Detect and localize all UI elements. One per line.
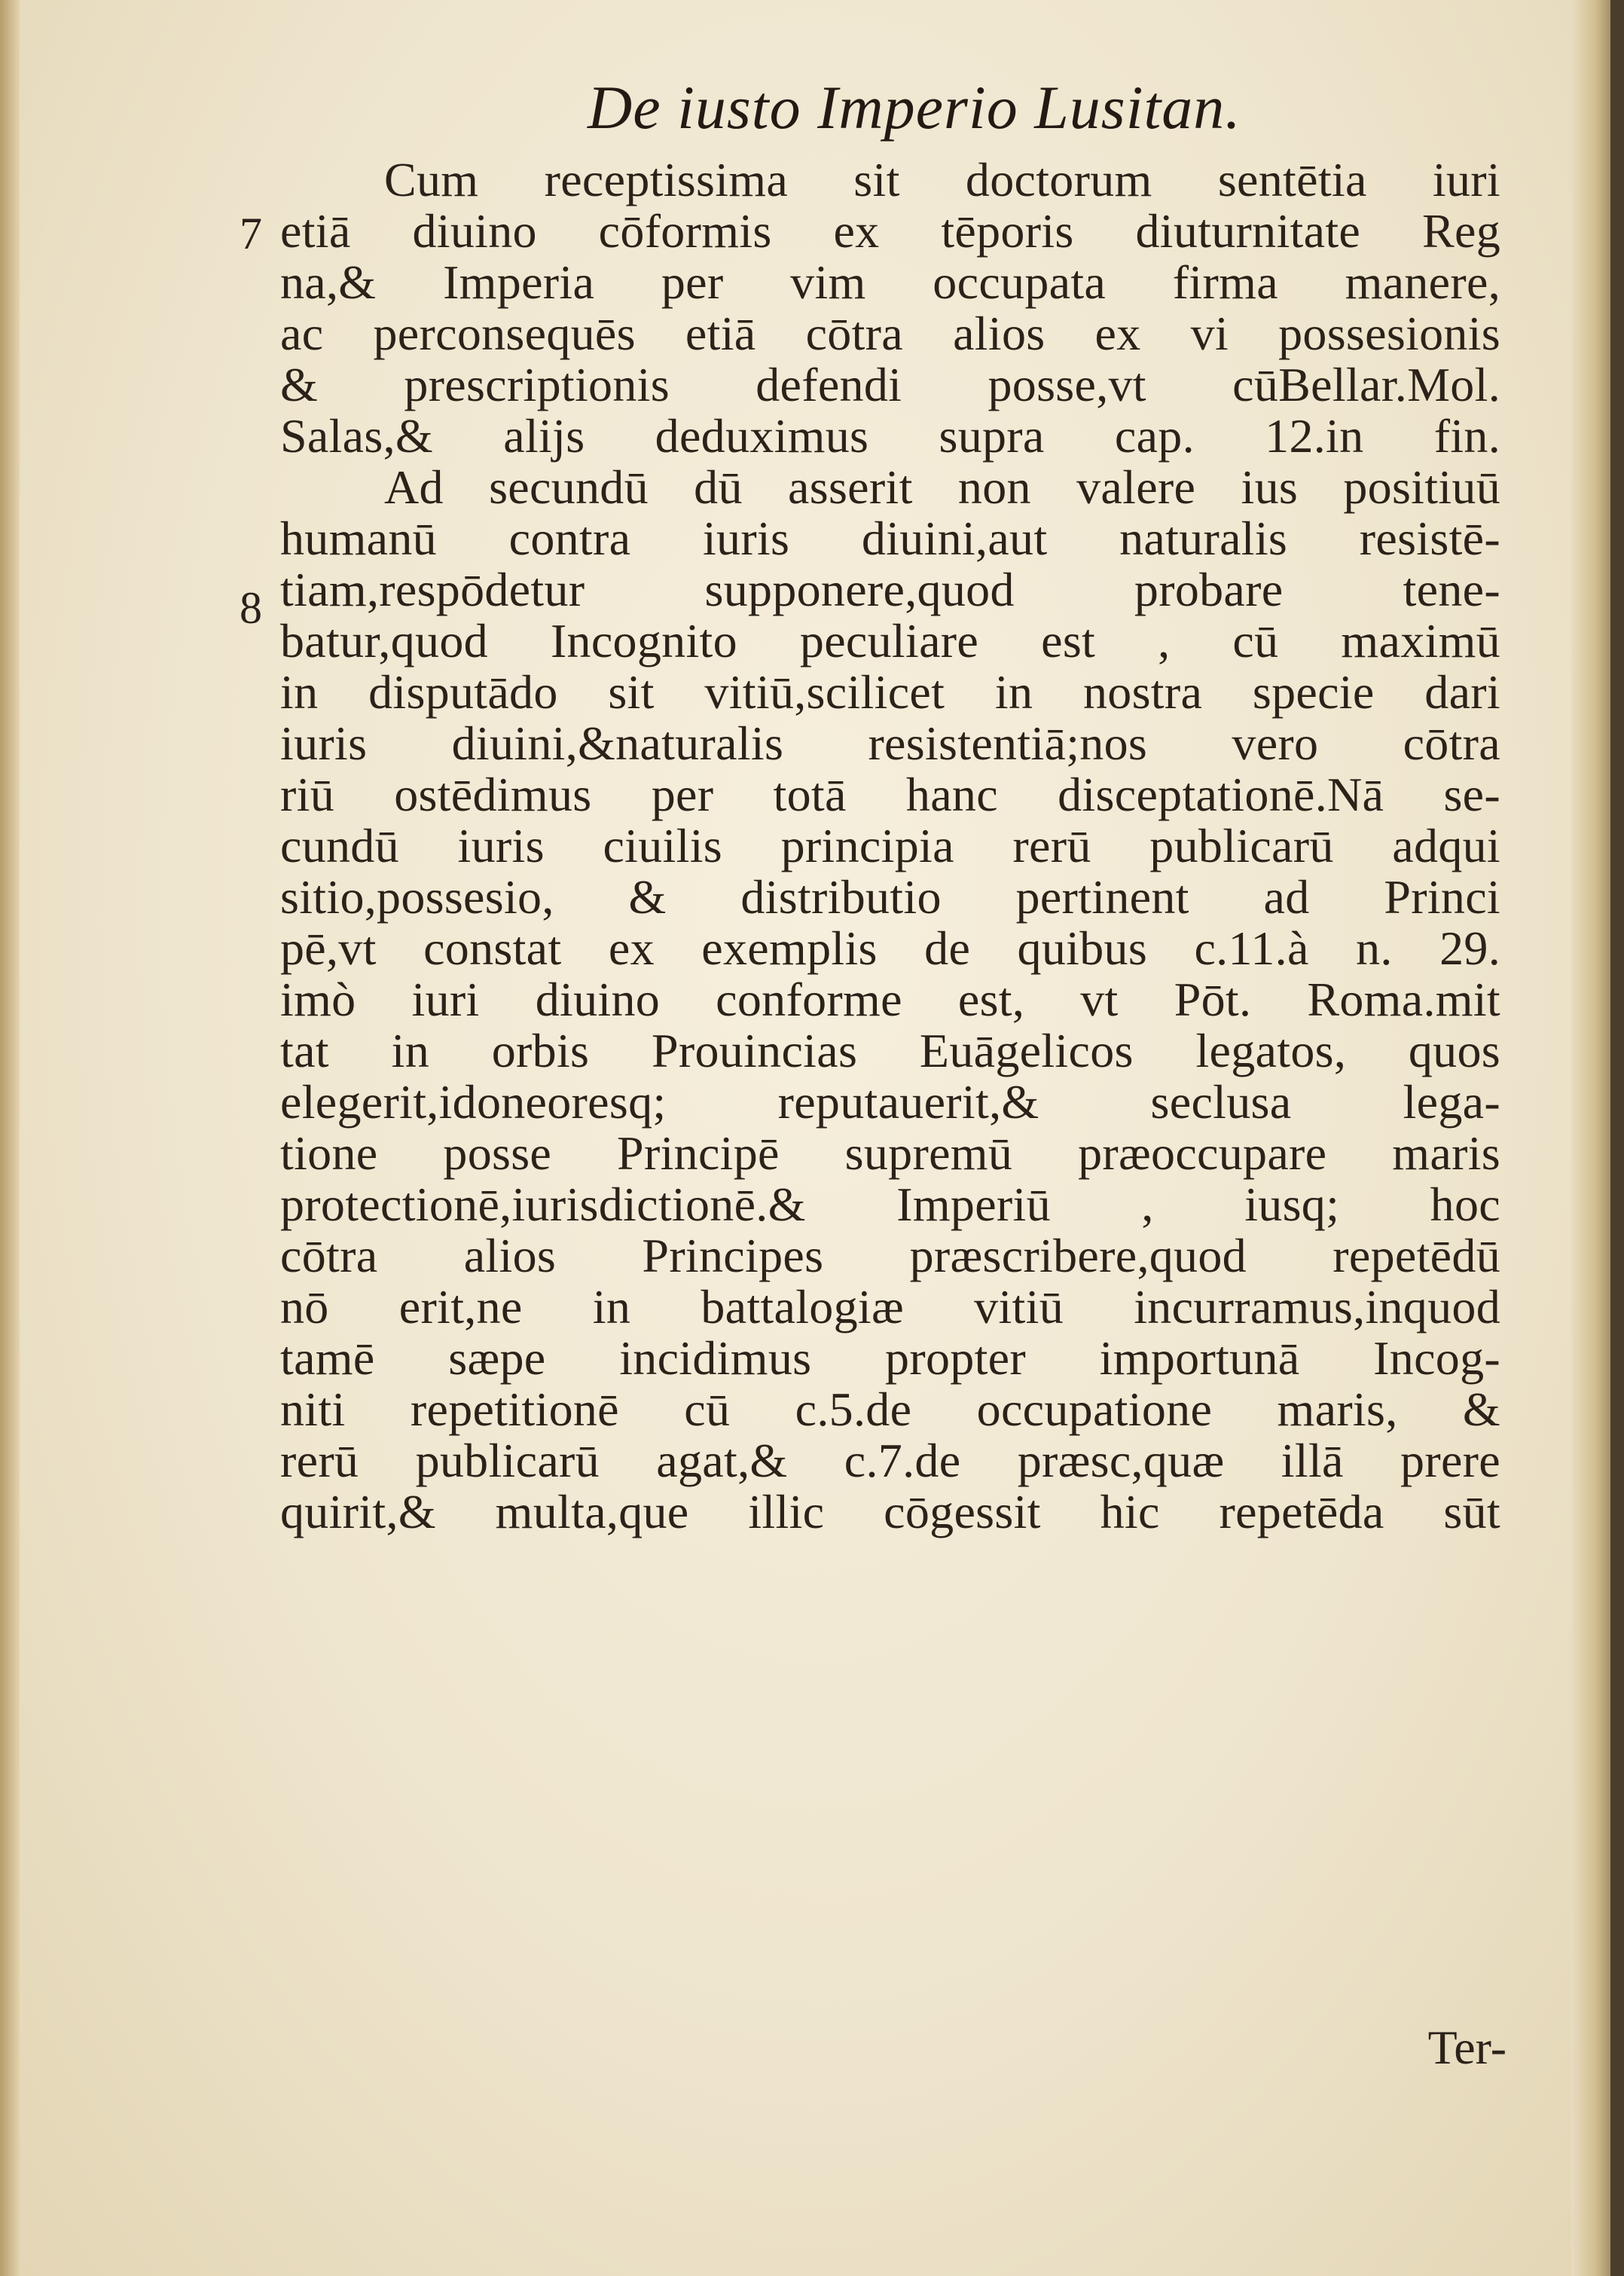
text-line: iuris diuini,&naturalis resistentiā;nos vero cōtra [280,716,1500,770]
text-line: ac perconsequēs etiā cōtra alios ex vi possesionis [280,307,1500,360]
text-line: Salas,& alijs deduximus supra cap. 12.in fin. [280,409,1500,463]
text-line: quirit,& multa,que illic cōgessit hic repetēda sūt [280,1485,1500,1538]
text-line: imò iuri diuino conforme est, vt Pōt. Roma.mit [280,973,1500,1026]
text-line: tione posse Principē supremū præoccupare maris [280,1126,1500,1180]
text-line: sitio,possesio, & distributio pertinent ad Princi [280,870,1500,924]
text-line: riū ostēdimus per totā hanc disceptationē.Nā se- [280,768,1500,821]
text-line: nō erit,ne in battalogiæ vitiū incurramus,inquod [280,1280,1500,1334]
text-line: na,& Imperia per vim occupata firma manere, [280,255,1500,309]
running-head: De iusto Imperio Lusitan. [588,73,1241,142]
text-line: cundū iuris ciuilis principia rerū publicarū adqui [280,819,1500,872]
margin-number-8: 8 [240,583,262,633]
text-line: rerū publicarū agat,& c.7.de præsc,quæ illā prere [280,1434,1500,1487]
text-line: Cum receptissima sit doctorum sentētia iuri [384,153,1500,206]
text-line: in disputādo sit vitiū,scilicet in nostra specie dari [280,665,1500,719]
text-line: pē,vt constat ex exemplis de quibus c.11.à n. 29. [280,921,1500,975]
text-line: tat in orbis Prouincias Euāgelicos legatos, quos [280,1024,1500,1077]
text-line: protectionē,iurisdictionē.& Imperiū , iusq; hoc [280,1178,1500,1231]
text-line: cōtra alios Principes præscribere,quod repetēdū [280,1229,1500,1282]
text-line: etiā diuino cōformis ex tēporis diuturnitate Reg [280,204,1500,258]
text-line: tiam,respōdetur supponere,quod probare tene- [280,563,1500,616]
catchword: Ter- [1427,2021,1506,2074]
text-line: & prescriptionis defendi posse,vt cūBellar.Mol. [280,358,1500,411]
text-line: niti repetitionē cū c.5.de occupatione maris, & [280,1382,1500,1436]
margin-number-7: 7 [240,209,262,258]
binding-shadow [1610,0,1624,2276]
text-line: tamē sæpe incidimus propter importunā Incog- [280,1331,1500,1385]
text-line: humanū contra iuris diuini,aut naturalis resistē- [280,512,1500,565]
text-line: Ad secundū dū asserit non valere ius positiuū [384,460,1500,514]
text-line: elegerit,idoneoresq; reputauerit,& seclusa lega- [280,1075,1500,1129]
book-binding-edge [1571,0,1624,2276]
text-line: batur,quod Incognito peculiare est , cū maximū [280,614,1500,668]
body-text [280,154,1500,1538]
page-left-edge [0,0,20,2276]
